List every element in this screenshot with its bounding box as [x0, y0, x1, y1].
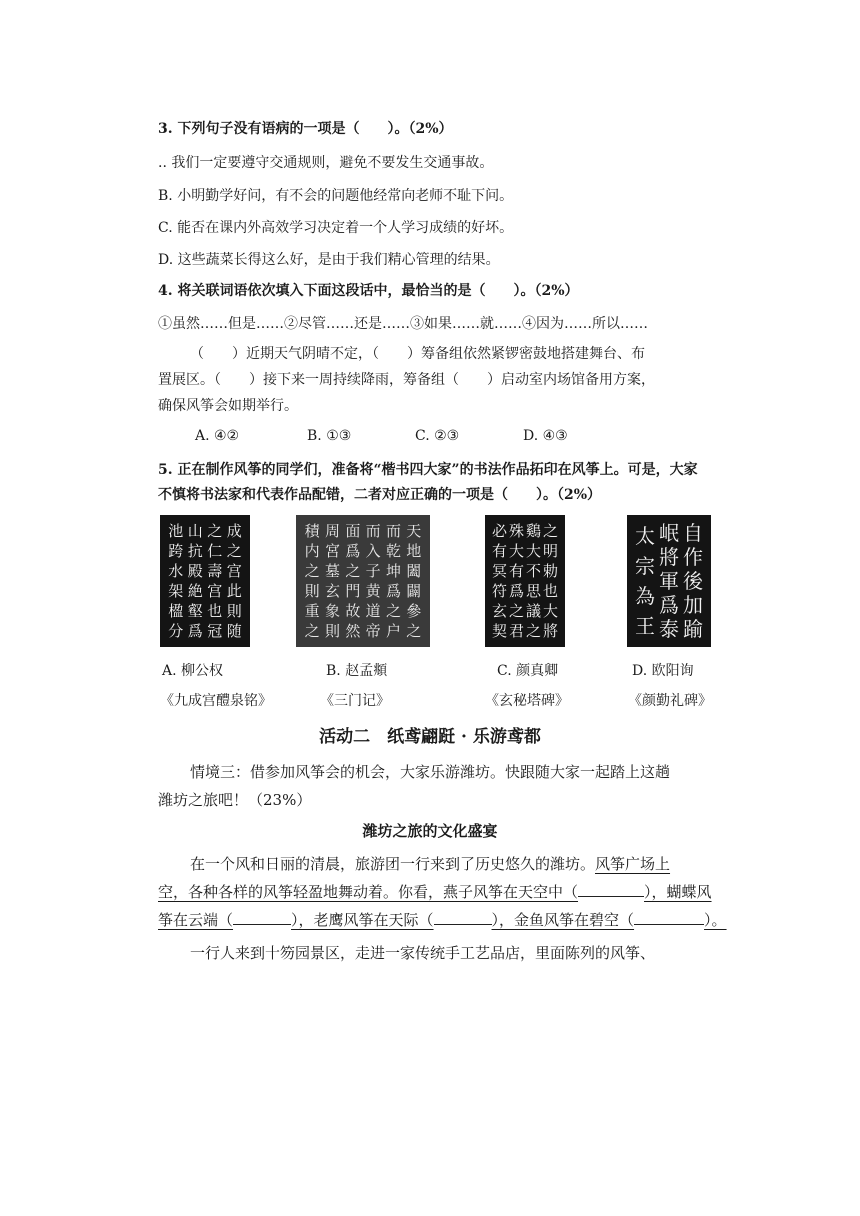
q4-option-d: D. ④③	[523, 428, 568, 444]
calligraphy-rubbing-d: 自 作 後 加 踰 岷 將 軍 爲 泰 太 宗 為 王	[627, 515, 711, 647]
passage-line-2-text: 空，各种各样的风筝轻盈地舞动着。你看，燕子风筝在天空中（	[158, 883, 579, 901]
caption-c-name: C. 颜真卿	[497, 663, 559, 679]
passage-line-2-end: ），蝴蝶风	[644, 883, 712, 901]
q3-stem: 3. 下列句子没有语病的一项是（ ）。（2%）	[158, 121, 453, 137]
scene-3-line-2: 潍坊之旅吧！（23%）	[158, 791, 312, 809]
q3-option-a: .. 我们一定要遵守交通规则，避免不要发生交通事故。	[158, 155, 494, 171]
q4-conjunction-pairs: ①虽然……但是……②尽管……还是……③如果……就……④因为……所以……	[158, 316, 648, 332]
caption-a-name: A. 柳公权	[162, 663, 224, 679]
caption-b-work: 《三门记》	[320, 693, 390, 709]
blank-eagle-kite[interactable]	[434, 924, 492, 925]
q3-option-d: D. 这些蔬菜长得这么好，是由于我们精心管理的结果。	[158, 252, 500, 268]
calligraphy-rubbing-b: 天 地 闔 闢 參 之 而 乾 坤 爲 之 户 而 入 子 黄 道 帝 面 爲 之 門 故 然 周 宮 墓 玄 象 則 積 内 之 則 重 之	[296, 515, 430, 647]
caption-a-work: 《九成宫醴泉铭》	[160, 693, 272, 709]
passage-title: 潍坊之旅的文化盛宴	[362, 822, 498, 840]
activity-2-title: 活动二 纸鸢翩跹 · 乐游鸢都	[319, 727, 541, 747]
blank-butterfly-kite[interactable]	[233, 924, 291, 925]
q4-passage-line-3: 确保风筝会如期举行。	[158, 398, 298, 414]
q4-passage-line-2: 置展区。（ ）接下来一周持续降雨，筹备组（ ）启动室内场馆备用方案，	[158, 372, 655, 388]
q3-option-b: B. 小明勤学好问，有不会的问题他经常向老师不耻下问。	[158, 188, 514, 204]
q4-option-c: C. ②③	[415, 428, 460, 444]
caption-c-work: 《玄秘塔碑》	[485, 693, 569, 709]
passage-line-1-text: 在一个风和日丽的清晨，旅游团一行来到了历史悠久的潍坊。	[190, 855, 596, 873]
passage-line-4: 一行人来到十笏园景区，走进一家传统手工艺品店，里面陈列的风筝、	[190, 944, 656, 962]
passage-line-3-c: ），金鱼风筝在碧空（	[491, 911, 635, 929]
calligraphy-rubbing-a: 成 之 宫 此 則 随 之 仁 壽 宫 也 冠 山 抗 殿 絶 壑 爲 池 跨 水 架 楹 分	[160, 515, 250, 647]
passage-line-1-underlined: 风筝广场上	[595, 855, 671, 873]
passage-line-3	[158, 906, 730, 934]
q5-stem-line-2: 不慎将书法家和代表作品配错，二者对应正确的一项是（ ）。（2%）	[158, 487, 602, 503]
q3-option-c: C. 能否在课内外高效学习决定着一个人学习成绩的好坏。	[158, 220, 514, 236]
passage-line-3-a: 筝在云端（	[158, 911, 234, 929]
passage-line-3-b: ），老鹰风筝在天际（	[291, 911, 434, 929]
caption-d-work: 《颜勤礼碑》	[628, 693, 712, 709]
calligraphy-rubbing-c: 之 明 勅 也 大 將 鷄 大 不 思 議 之 殊 大 有 爲 之 君 必 有 冥 符 玄 契	[485, 515, 565, 647]
caption-b-name: B. 赵孟頫	[326, 663, 388, 679]
q5-stem-line-1: 5. 正在制作风筝的同学们，准备将“楷书四大家”的书法作品拓印在风筝上。可是，大家	[158, 462, 698, 478]
q4-option-a: A. ④②	[195, 428, 240, 444]
passage-line-1	[190, 850, 762, 878]
q4-stem: 4. 将关联词语依次填入下面这段话中，最恰当的是（ ）。（2%）	[158, 283, 579, 299]
passage-line-2	[158, 878, 730, 906]
q4-option-b: B. ①③	[307, 428, 352, 444]
scene-3-line-1: 情境三：借参加风筝会的机会，大家乐游潍坊。快跟随大家一起踏上这趟	[190, 763, 671, 781]
passage-line-3-d: ）。	[704, 911, 727, 929]
q4-passage-line-1: （ ）近期天气阴晴不定，（ ）筹备组依然紧锣密鼓地搭建舞台、布	[190, 346, 645, 362]
blank-goldfish-kite[interactable]	[634, 924, 704, 925]
caption-d-name: D. 欧阳询	[632, 663, 694, 679]
blank-swallow-kite[interactable]	[578, 896, 644, 897]
